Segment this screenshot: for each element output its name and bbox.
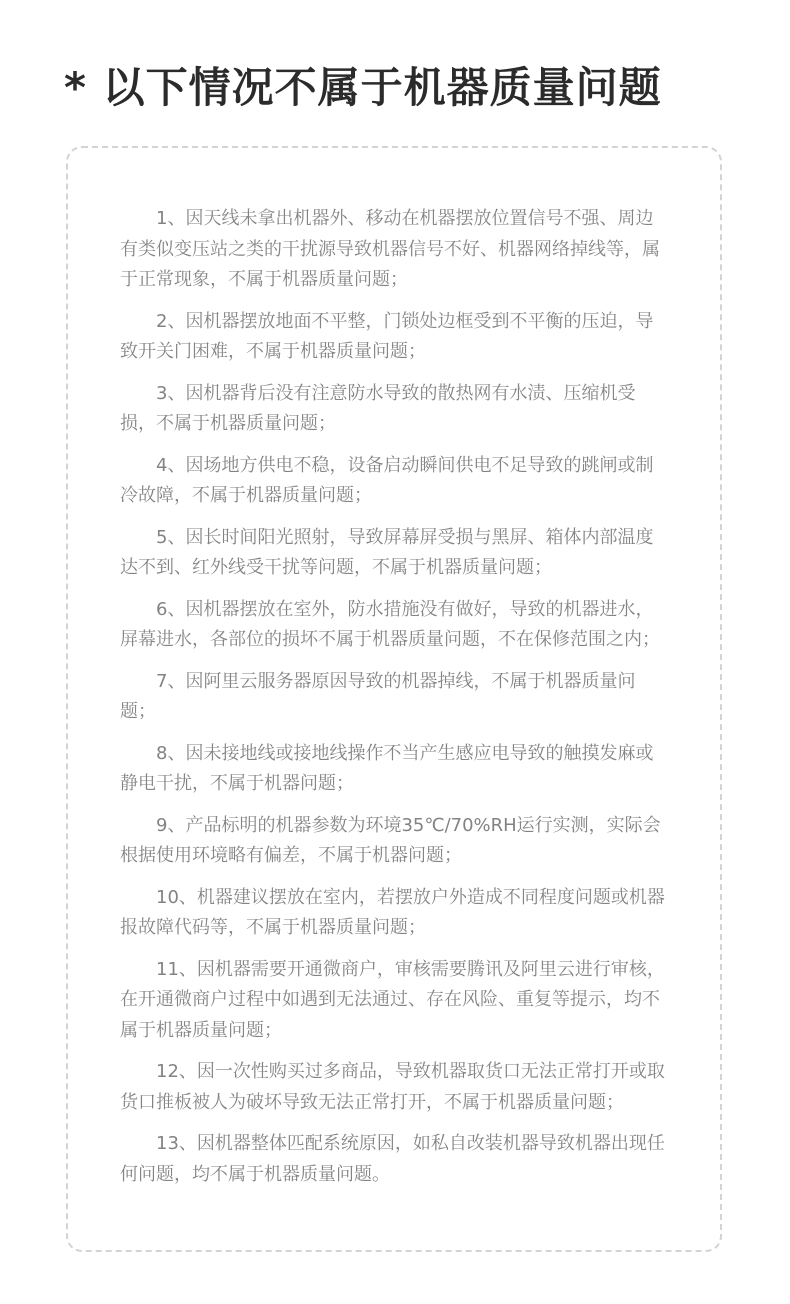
exclusion-clause-list [120,204,668,1201]
clause-7: 7、因阿里云服务器原因导致的机器掉线，不属于机器质量问题； [120,670,636,722]
clause-4: 4、因场地方供电不稳，设备启动瞬间供电不足导致的跳闸或制冷故障，不属于机器质量问题； [120,454,654,506]
clause-1: 1、因天线未拿出机器外、移动在机器摆放位置信号不强、周边有类似变压站之类的干扰源导致机器信号不好、机器网络掉线等，属于正常现象，不属于机器质量问题； [120,208,660,290]
clause-5: 5、因长时间阳光照射，导致屏幕屏受损与黑屏、箱体内部温度达不到、红外线受干扰等问题，不属于机器质量问题； [120,526,654,578]
clause-11: 11、因机器需要开通微商户，审核需要腾讯及阿里云进行审核，在开通微商户过程中如遇到无法通过、存在风险、重复等提示，均不属于机器质量问题； [120,958,665,1041]
clause-10: 10、机器建议摆放在室内，若摆放户外造成不同程度问题或机器报故障代码等，不属于机器质量问题； [120,886,665,938]
clause-9: 9、产品标明的机器参数为环境35℃/70%RH运行实测，实际会根据使用环境略有偏差，不属于机器问题； [120,814,661,866]
clause-13: 13、因机器整体匹配系统原因，如私自改装机器导致机器出现任何问题，均不属于机器质量问题。 [120,1133,665,1185]
clause-2: 2、因机器摆放地面不平整，门锁处边框受到不平衡的压迫，导致开关门困难，不属于机器质量问题； [120,310,654,362]
clause-8: 8、因未接地线或接地线操作不当产生感应电导致的触摸发麻或静电干扰，不属于机器问题； [120,742,654,794]
page-title: * 以下情况不属于机器质量问题 [64,63,662,112]
clause-3: 3、因机器背后没有注意防水导致的散热网有水渍、压缩机受损，不属于机器质量问题； [120,382,636,434]
clause-6: 6、因机器摆放在室外，防水措施没有做好，导致的机器进水，屏幕进水，各部位的损坏不属于机器质量问题，不在保修范围之内； [120,598,660,650]
clause-12: 12、因一次性购买过多商品，导致机器取货口无法正常打开或取货口推板被人为破坏导致无法正常打开，不属于机器质量问题； [120,1061,665,1113]
